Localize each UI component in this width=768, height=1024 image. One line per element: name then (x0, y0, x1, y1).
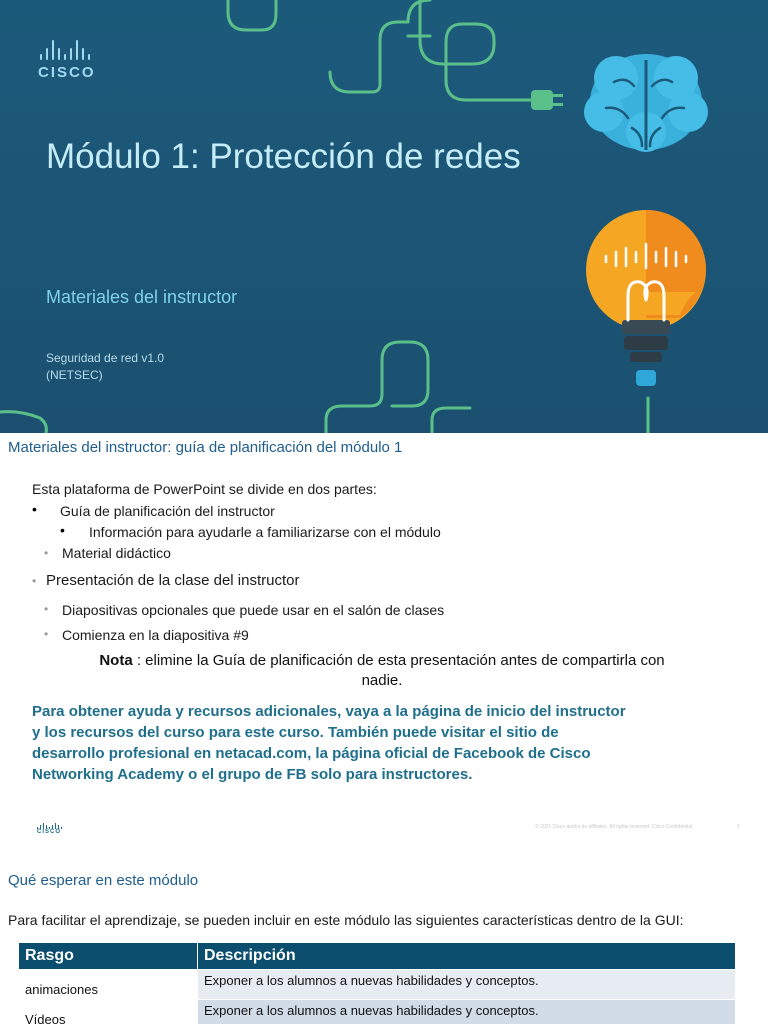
course-name: Seguridad de red v1.0 (46, 351, 165, 365)
bullet-icon: • (32, 501, 37, 517)
help-line: desarrollo profesional en netacad.com, la página oficial de Facebook de Cisco (32, 745, 591, 762)
planning-guide-slide (0, 433, 768, 853)
table-cell-feature: Vídeos (19, 1000, 198, 1024)
footer-cisco-logo (37, 823, 62, 835)
table-header-row (19, 943, 736, 970)
help-line: y los recursos del curso para este curso. También puede visitar el sitio de (32, 724, 559, 741)
cisco-logo (38, 38, 118, 81)
help-line: Networking Academy o el grupo de FB solo para instructores. (32, 766, 473, 783)
title-slide (0, 0, 768, 433)
table-cell-description: Exponer a los alumnos a nuevas habilidades y conceptos. (198, 970, 736, 1000)
intro-text: Esta plataforma de PowerPoint se divide en dos partes: (32, 481, 377, 497)
help-line: Para obtener ayuda y recursos adicionales, vaya a la página de inicio del instructor (32, 703, 626, 720)
note-text (32, 651, 732, 691)
page-number: 2 (737, 824, 740, 830)
bullet-icon: • (60, 522, 65, 538)
list-item: Información para ayudarle a familiarizarse con el módulo (89, 524, 441, 540)
list-item: Diapositivas opcionales que puede usar en el salón de clases (62, 602, 445, 618)
list-item: Presentación de la clase del instructor (46, 572, 300, 589)
list-item: Guía de planificación del instructor (60, 503, 275, 519)
cisco-wordmark: CISCO (38, 64, 96, 81)
table-header-feature: Rasgo (19, 943, 198, 970)
list-item: Comienza en la diapositiva #9 (62, 627, 249, 643)
features-table (18, 942, 736, 1024)
plug-icon (531, 90, 553, 110)
course-code: (NETSEC) (46, 368, 103, 382)
help-paragraph (32, 701, 732, 785)
note-body: : elimine la Guía de planificación de esta presentación antes de compartirla con (132, 652, 665, 669)
table-cell-description: Exponer a los alumnos a nuevas habilidades y conceptos. (198, 1000, 736, 1024)
list-item: Material didáctico (62, 545, 171, 561)
table-cell-feature: animaciones (19, 970, 198, 1000)
module-expectations-slide (0, 853, 768, 1024)
slide-heading: Qué esperar en este módulo (8, 872, 199, 889)
intro-text: Para facilitar el aprendizaje, se pueden incluir en este módulo las siguientes características dentro de la GUI: (8, 912, 684, 928)
slide-title: Módulo 1: Protección de redes (46, 137, 521, 176)
course-info (46, 350, 164, 384)
note-body-2: nadie. (361, 672, 403, 689)
bullet-icon: • (44, 546, 49, 560)
table-row (19, 970, 736, 1000)
note-label: Nota (99, 652, 133, 669)
copyright-text: © 2021 Cisco and/or its affiliates. All rights reserved. Cisco Confidential (535, 824, 693, 830)
lightbulb-icon (586, 210, 706, 386)
bullet-icon: • (44, 627, 49, 641)
cisco-bars-icon (40, 38, 118, 60)
cisco-wordmark: CISCO (37, 829, 62, 835)
bullet-icon: • (32, 574, 37, 588)
table-row (19, 1000, 736, 1024)
slide-subtitle: Materiales del instructor (46, 287, 238, 307)
bullet-icon: • (44, 602, 49, 616)
table-header-description: Descripción (198, 943, 736, 970)
slide-heading: Materiales del instructor: guía de planificación del módulo 1 (8, 439, 403, 456)
brain-icon (584, 54, 708, 152)
